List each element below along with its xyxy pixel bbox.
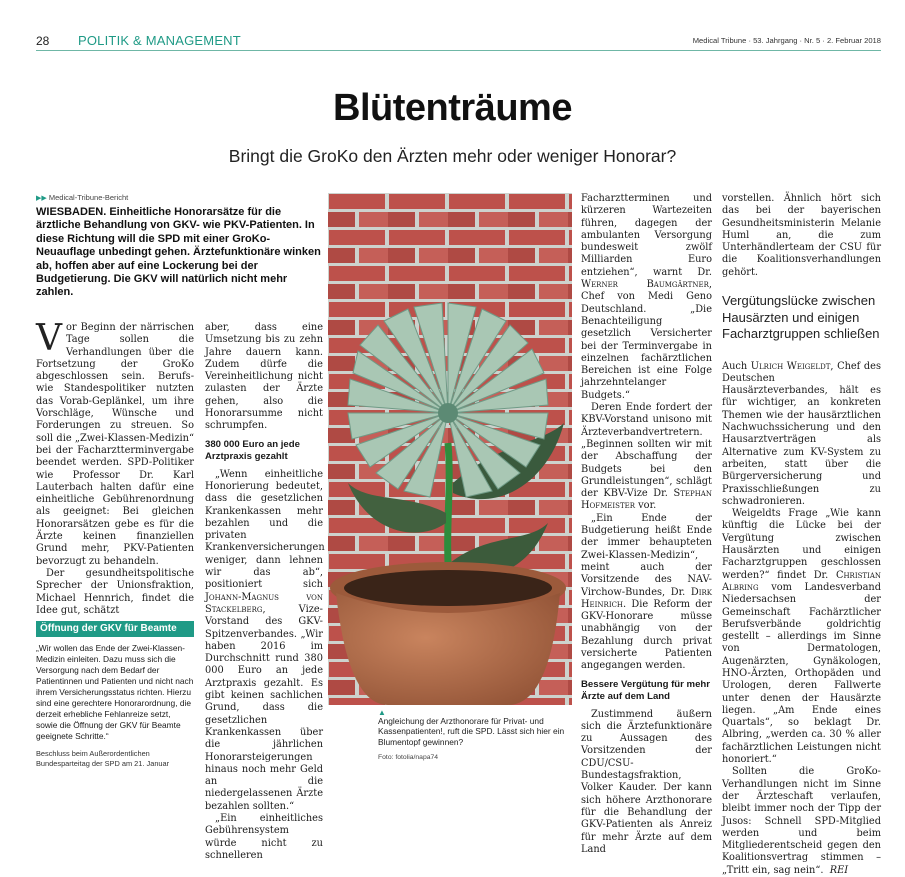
page-number: 28 bbox=[36, 34, 50, 48]
pull-quote: Vergütungslücke zwischen Hausärzten und einigen Facharztgruppen schließen bbox=[722, 293, 880, 342]
page-header bbox=[36, 31, 881, 51]
lead-paragraph: WIESBADEN. Einheitliche Honorarsätze für die ärztliche Behandlung von GKV- wie PKV-Patienten. In diese Richtung will die SPD mit einer GroKo-Neuauflage unbedingt gehen. Ärztefunktionäre winken ab, hoffen aber auf eine Lockerung bei der Budgetierung. Die GKV will natürlich nicht mehr zahlen. bbox=[36, 206, 321, 299]
column-4 bbox=[722, 193, 881, 877]
article-photo bbox=[328, 193, 572, 705]
column-3 bbox=[581, 193, 712, 856]
col4-paragraph-3: Weigeldts Frage „Wie kann künftig die Lücke bei der Vergütung zwischen Hausärzten und einigen Facharztgruppen geschlossen werden?“ findet Dr. Christian Albring vom Landesverband Niedersachsen der Gemeinschaft Fachärztlicher Berufsverbände goldrichtig gestellt – allerdings im Sinne von Dermatologen, Augenärzten, Gynäkologen, HNO-Ärzten, Orthopäden und Urologen, deren Fallwerte unter denen der Hausärzte liegen. „Am Ende eines Quartals“, so beklagt Dr. Albring, „werden ca. 30 % aller fachärztlichen Leistungen nicht honoriert.“ bbox=[722, 508, 881, 766]
triangle-up-icon: ▲ bbox=[378, 708, 386, 717]
column-1 bbox=[36, 318, 194, 768]
col3-paragraph-2: Deren Ende fordert der KBV-Vorstand unisono mit Ärzteverbandvertretern. „Beginnen sollten wir mit der Abschaffung der Budgets bei den Grundleistungen“, schlägt der KBV-Vize Dr. Stephan Hofmeister vor. bbox=[581, 402, 712, 512]
info-box bbox=[36, 621, 194, 768]
col3-paragraph-4: Zustimmend äußern sich die Ärztefunktionäre zu Aussagen des Vorsitzenden der CDU/CSU-Bundestagsfraktion, Volker Kauder. Der kann sich höhere Arzthonorare für die Behandlung der GKV-Patienten als Anreiz für mehr Ärzte auf dem Land bbox=[581, 708, 712, 855]
headline: Blütenträume bbox=[333, 87, 572, 129]
banknote-flower-image bbox=[328, 193, 572, 705]
col4-paragraph-1: vorstellen. Ähnlich hört sich das bei der bayerischen Gesundheitsministerin Melanie Huml an, die zum Unterhändlerteam der CSU für die Koalitionsverhandlungen gehört. bbox=[722, 193, 881, 278]
info-box-note: Beschluss beim Außerordentlichen Bundesparteitag der SPD am 21. Januar bbox=[36, 749, 170, 768]
col2-paragraph-2: „Wenn einheitliche Honorierung bedeutet, dass die gesetzlichen Krankenkassen mehr bezahlen und die privaten Krankenversicherungen weniger, dann lehnen wir das ab“, positioniert sich Johann-Magnus von Stackelberg, Vize-Vorstand des GKV-Spitzenverbandes. „Wir haben 2016 im Durchschnitt rund 380 000 Euro an jede Arztpraxis gezahlt. Es gibt keinen sachlichen Grund, dass die gesetzlichen Krankenkassen über die jährlichen Honorarsteigerungen hinaus noch mehr Geld an die niedergelassenen Ärzte bezahlen sollten.“ bbox=[205, 468, 325, 812]
author-signature: REI bbox=[829, 864, 849, 876]
dropcap: V bbox=[36, 318, 62, 359]
col3-paragraph-3: „Ein Ende der Budgetierung heißt Ende der immer behaupteten Zwei-Klassen-Medizin“, meint auch der Vorsitzende des NAV-Virchow-Bundes, Dr. Dirk Heinrich. Die Reform der GKV-Honorare müsse unabhängig von der Bezahlung durch privat versicherte Patienten angegangen werden. bbox=[581, 512, 712, 672]
col1-paragraph-1: Vor Beginn der närrischen Tage sollen die Verhandlungen über die Fortsetzung der GroKo abgeschlossen sein. Berufs- wie Standespolitiker nutzten das Vorab-Geplänkel, um ihre Vorschläge, Wünsche und Forderungen zu streuen. So soll die „Zwei-Klassen-Medizin“ bei der Facharztterminvergabe beendet werden. SPD-Politiker wie Professor Dr. Karl Lauterbach halten dafür eine einheitliche Gebührenordnung als geeignet: Bei gleichen Honorarsätzen gebe es für die Ärzte keinen finanziellen Grund mehr, PKV-Patienten bevorzugt zu behandeln. bbox=[36, 318, 194, 567]
kicker-text: Medical-Tribune-Bericht bbox=[48, 193, 129, 202]
subheadline: Bringt die GroKo den Ärzten mehr oder weniger Honorar? bbox=[228, 146, 677, 166]
info-box-title: Öffnung der GKV für Beamte bbox=[36, 621, 194, 637]
issue-info: Medical Tribune · 53. Jahrgang · Nr. 5 · 2. Februar 2018 bbox=[692, 36, 881, 45]
column-2 bbox=[205, 322, 323, 862]
photo-caption: ▲ Angleichung der Arzthonorare für Privat- und Kassenpatienten!, ruft die SPD. Lässt sich hier ein Blumentopf gewinnen? bbox=[378, 708, 578, 747]
col3-paragraph-1: Facharztterminen und kürzeren Wartezeiten führen, dagegen der ambulanten Versorgung bundesweit zwölf Milliarden Euro entziehen“, warnt Dr. Werner Baumgärtner, Chef von Medi Geno Deutschland. „Die Benachteiligung gesetzlich Versicherter bei der Terminvergabe in einzelnen fachärztlichen Bereichen ist eine Folge jahrzehntelanger Budgets.“ bbox=[581, 193, 712, 401]
photo-credit: Foto: fotolia/napa74 bbox=[378, 754, 439, 761]
col4-paragraph-4: Sollten die GroKo-Verhandlungen nicht im Sinne der Ärzteschaft verlaufen, bleibt immer noch der Tipp der Jusos: Schnell SPD-Mitglied werden und beim Mitgliederentscheid gegen den Koalitionsvertrag stimmen – „Tritt ein, sag nein“. REI bbox=[722, 766, 881, 876]
col3-subheading: Bessere Vergütung für mehr Ärzte auf dem Land bbox=[581, 678, 711, 702]
col2-paragraph-1: aber, dass eine Umsetzung bis zu zehn Jahre dauern kann. Zudem dürfe die Vereinheitlichung nicht zulasten der Ärzte gehen, also die Honorarsumme nicht schrumpfen. bbox=[205, 322, 323, 432]
kicker bbox=[36, 193, 128, 202]
col4-paragraph-2: Auch Ulrich Weigeldt, Chef des Deutschen Hausärzteverbandes, hält es für wichtiger, an konkreten Themen wie der hausärztlichen Nachwuchssicherung und den Hausarztverträgen als Alternative zum KV-System zu arbeiten, statt über die Bürgerversicherung und Praxisschließungen zu schwadronieren. bbox=[722, 360, 881, 507]
section-title: POLITIK & MANAGEMENT bbox=[78, 33, 241, 48]
col1-paragraph-2: Der gesundheitspolitische Sprecher der Unionsfraktion, Michael Hennrich, findet die Idee gut, schätzt bbox=[36, 567, 194, 616]
double-arrow-icon: ▶▶ bbox=[36, 195, 47, 202]
col2-paragraph-3: „Ein einheitliches Gebührensystem würde nicht zu schnelleren bbox=[205, 812, 323, 861]
info-box-quote: „Wir wollen das Ende der Zwei-Klassen-Medizin einleiten. Dazu muss sich die Versorgung nach dem Bedarf der Patientinnen und Patienten und nicht nach ihrem Versicherungsstatus richten. Hierzu sind eine gerechtere Honorarordnung, die derzeit erhebliche Fehlanreize setzt, sowie die Öffnung der GKV für Beamte geeignete Schritte.“ bbox=[36, 643, 194, 742]
col2-subheading: 380 000 Euro an jede Arztpraxis gezahlt bbox=[205, 438, 300, 462]
